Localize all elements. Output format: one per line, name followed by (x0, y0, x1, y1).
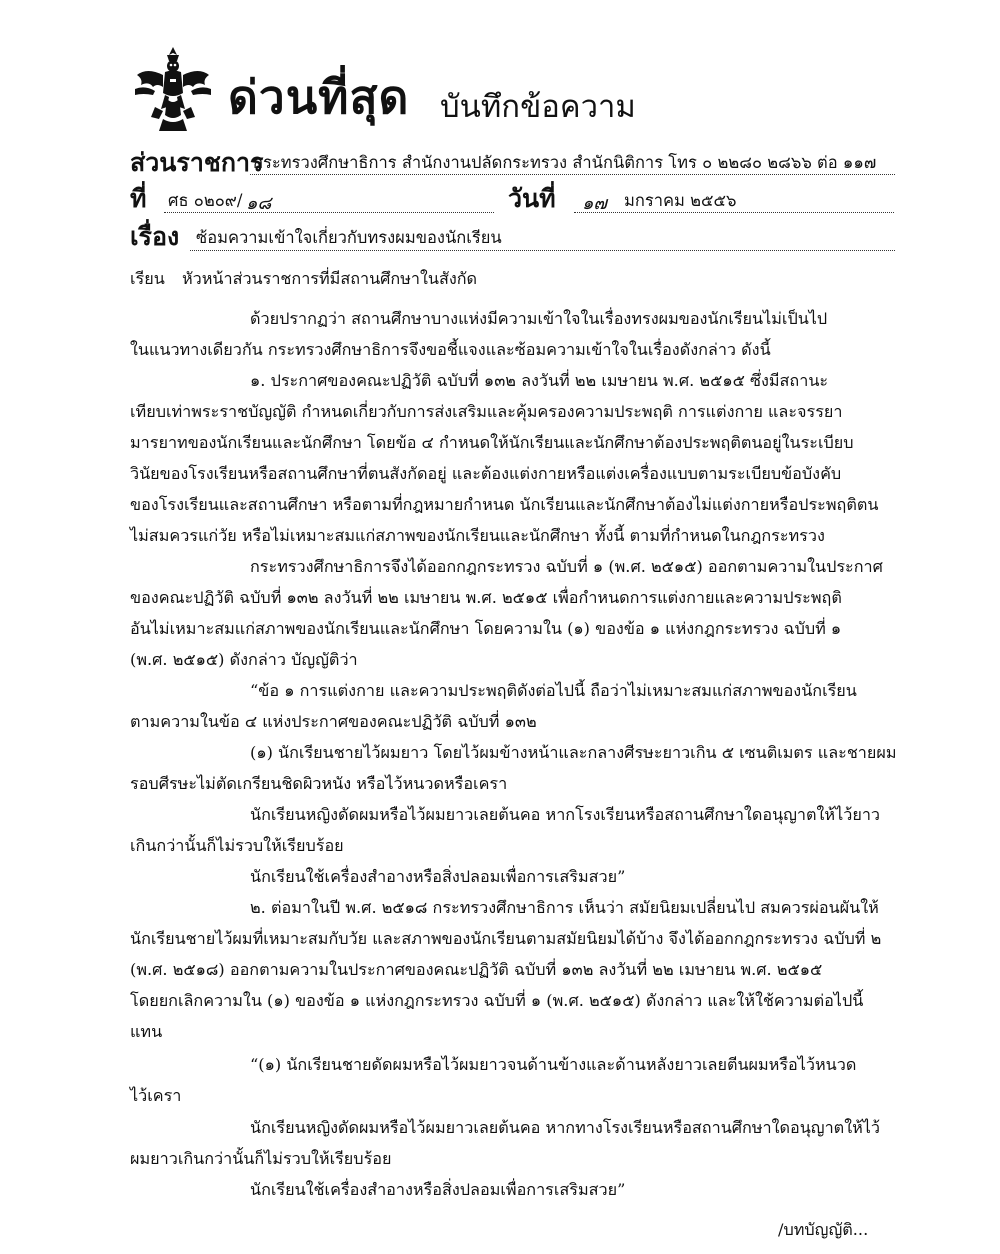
body-line: ไว้เครา (130, 1086, 182, 1105)
body-line: “ข้อ ๑ การแต่งกาย และความประพฤติดังต่อไปนี้ ถือว่าไม่เหมาะสมแก่สภาพของนักเรียน (250, 681, 857, 700)
body-line: แทน (130, 1022, 163, 1041)
body-line: มารยาทของนักเรียนและนักศึกษา โดยข้อ ๔ กำหนดให้นักเรียนและนักศึกษาต้องประพฤติตนอยู่ในระเบียบ (130, 433, 854, 452)
body-line: ๒. ต่อมาในปี พ.ศ. ๒๕๑๘ กระทรวงศึกษาธิการ เห็นว่า สมัยนิยมเปลี่ยนไป สมควรผ่อนผันให้ (250, 898, 879, 917)
body-line: นักเรียนหญิงดัดผมหรือไว้ผมยาวเลยต้นคอ หากโรงเรียนหรือสถานศึกษาใดอนุญาตให้ไว้ยาว (250, 805, 881, 824)
body-line: ไม่สมควรแก่วัย หรือไม่เหมาะสมแก่สภาพของนักเรียนและนักศึกษา ทั้งนี้ ตามที่กำหนดในกฎกระทรวง (130, 526, 825, 545)
body-line: เทียบเท่าพระราชบัญญัติ กำหนดเกี่ยวกับการส่งเสริมและคุ้มครองความประพฤติ การแต่งกาย และจรรยา (130, 402, 843, 421)
body-line: ผมยาวเกินกว่านั้นก็ไม่รวบให้เรียบร้อย (130, 1149, 392, 1168)
agency-label: ส่วนราชการ (130, 148, 264, 177)
body-line: ๑. ประกาศของคณะปฏิวัติ ฉบับที่ ๑๓๒ ลงวันที่ ๒๒ เมษายน พ.ศ. ๒๕๑๕ ซึ่งมีสถานะ (250, 371, 829, 390)
body-line: ตามความในข้อ ๔ แห่งประกาศของคณะปฏิวัติ ฉบับที่ ๑๓๒ (130, 712, 537, 731)
urgent-stamp: ด่วนที่สุด (228, 70, 410, 124)
body-line: กระทรวงศึกษาธิการจึงได้ออกกฎกระทรวง ฉบับที่ ๑ (พ.ศ. ๒๕๑๕) ออกตามความในประกาศ (250, 557, 883, 576)
body-line: ด้วยปรากฏว่า สถานศึกษาบางแห่งมีความเข้าใจในเรื่องทรงผมของนักเรียนไม่เป็นไป (250, 309, 828, 328)
body-line: นักเรียนหญิงดัดผมหรือไว้ผมยาวเลยต้นคอ หากทางโรงเรียนหรือสถานศึกษาใดอนุญาตให้ไว้ (250, 1118, 881, 1137)
page-continuation: /บทบัญญัติ... (778, 1220, 869, 1239)
date-dotline (574, 212, 894, 213)
body-line: โดยยกเลิกความใน (๑) ของข้อ ๑ แห่งกฎกระทรวง ฉบับที่ ๑ (พ.ศ. ๒๕๑๕) ดังกล่าว และให้ใช้ความต่อไปนี้ (130, 991, 864, 1010)
body-line: ในแนวทางเดียวกัน กระทรวงศึกษาธิการจึงขอชี้แจงและซ้อมความเข้าใจในเรื่องดังกล่าว ดังนี้ (130, 340, 771, 359)
body-line: (พ.ศ. ๒๕๑๕) ดังกล่าว บัญญัติว่า (130, 650, 358, 669)
body-line: ของคณะปฏิวัติ ฉบับที่ ๑๓๒ ลงวันที่ ๒๒ เมษายน พ.ศ. ๒๕๑๕ เพื่อกำหนดการแต่งกายและความประพฤติ (130, 588, 842, 607)
agency-dotline (250, 174, 895, 175)
date-handwritten-day: ๑๗ (582, 193, 607, 214)
subject-dotline (190, 250, 895, 251)
body-line: รอบศีรษะไม่ตัดเกรียนชิดผิวหนัง หรือไว้หนวดหรือเครา (130, 774, 508, 793)
body-line: อันไม่เหมาะสมแก่สภาพของนักเรียนและนักศึกษา โดยความใน (๑) ของข้อ ๑ แห่งกฎกระทรวง ฉบับที่ ๑ (130, 619, 842, 638)
ref-dotline (164, 212, 494, 213)
body-line: (๑) นักเรียนชายไว้ผมยาว โดยไว้ผมข้างหน้าและกลางศีรษะยาวเกิน ๕ เซนติเมตร และชายผม (250, 743, 897, 762)
body-line: (พ.ศ. ๒๕๑๘) ออกตามความในประกาศของคณะปฏิวัติ ฉบับที่ ๑๓๒ ลงวันที่ ๒๒ เมษายน พ.ศ. ๒๕๑๕ (130, 960, 823, 979)
subject-value: ซ้อมความเข้าใจเกี่ยวกับทรงผมของนักเรียน (196, 228, 502, 247)
salutation-label: เรียน (130, 269, 165, 288)
agency-value: กระทรวงศึกษาธิการ สำนักงานปลัดกระทรวง สำนักนิติการ โทร ๐ ๒๒๘๐ ๒๘๖๖ ต่อ ๑๑๗ (253, 153, 877, 172)
date-label: วันที่ (508, 184, 556, 213)
date-value: มกราคม ๒๕๕๖ (624, 191, 737, 210)
ref-label: ที่ (130, 184, 147, 213)
salutation-value: หัวหน้าส่วนราชการที่มีสถานศึกษาในสังกัด (182, 269, 478, 288)
body-line: ของโรงเรียนและสถานศึกษา หรือตามที่กฎหมายกำหนด นักเรียนและนักศึกษาต้องไม่แต่งกายหรือประพฤติตน (130, 495, 879, 514)
body-line: นักเรียนใช้เครื่องสำอางหรือสิ่งปลอมเพื่อการเสริมสวย” (250, 867, 626, 886)
subject-label: เรื่อง (130, 222, 180, 251)
body-line: นักเรียนใช้เครื่องสำอางหรือสิ่งปลอมเพื่อการเสริมสวย” (250, 1180, 626, 1199)
body-line: นักเรียนชายไว้ผมที่เหมาะสมกับวัย และสภาพของนักเรียนตามสมัยนิยมได้บ้าง จึงได้ออกกฎกระทรวง ฉบับที่ ๒ (130, 929, 882, 948)
ref-value: ศธ ๐๒๐๙/ (168, 191, 243, 210)
ref-handwritten-number: ๑๘ (246, 193, 272, 214)
body-line: วินัยของโรงเรียนหรือสถานศึกษาที่ตนสังกัดอยู่ และต้องแต่งกายหรือแต่งเครื่องแบบตามระเบียบข้อบังคับ (130, 464, 842, 483)
garuda-emblem-icon (133, 45, 213, 133)
body-line: “(๑) นักเรียนชายดัดผมหรือไว้ผมยาวจนด้านข้างและด้านหลังยาวเลยตีนผมหรือไว้หนวด (250, 1055, 857, 1074)
memo-title: บันทึกข้อความ (440, 89, 636, 125)
body-line: เกินกว่านั้นก็ไม่รวบให้เรียบร้อย (130, 836, 344, 855)
